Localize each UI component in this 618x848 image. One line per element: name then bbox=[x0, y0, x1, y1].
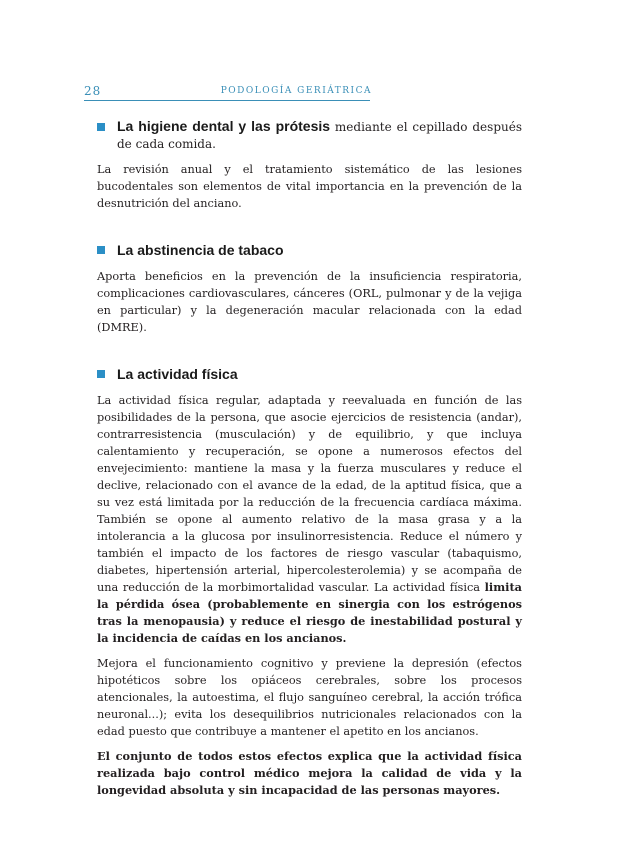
square-bullet-icon bbox=[97, 123, 105, 131]
dental-hygiene-text bbox=[117, 118, 522, 153]
activity-p1-regular: La actividad física regular, adaptada y reevaluada en función de las posibilidades de la persona, que asocie ejercicios de resistencia (andar), contrarresistencia (musculación) y de equilibrio, y que incluya calentamiento y recuperación, se opone a numerosos efectos del envejecimiento: mantiene la masa y la fuerza musculares y reduce el declive, relacionado con el avance de la edad, de la aptitud física, que a su vez está limitada por la reducción de la frecuencia cardíaca máxima. También se opone al aumento relativo de la masa grasa y a la intolerancia a la glucosa por insulinorresistencia. Reduce el número y también el impacto de los factores de riesgo vascular (tabaquismo, diabetes, hipertensión arterial, hipercolesterolemia) y se acompaña de una reducción de la morbimortalidad vascular. La actividad física bbox=[97, 394, 522, 594]
square-bullet-icon bbox=[97, 246, 105, 254]
running-head: PODOLOGÍA GERIÁTRICA bbox=[220, 86, 372, 96]
dental-hygiene-title: La higiene dental y las prótesis bbox=[117, 118, 331, 134]
page-number: 28 bbox=[84, 84, 102, 98]
tobacco-heading bbox=[97, 242, 522, 258]
activity-paragraph-1 bbox=[97, 392, 522, 647]
activity-paragraph-3: El conjunto de todos estos efectos explica que la actividad física realizada bajo control médico mejora la calidad de vida y la longevidad absoluta y sin incapacidad de las personas mayores. bbox=[97, 749, 522, 797]
header-rule bbox=[84, 100, 370, 101]
tobacco-title: La abstinencia de tabaco bbox=[117, 242, 284, 258]
dental-review-paragraph: La revisión anual y el tratamiento sistemático de las lesiones bucodentales son elementos de vital importancia en la prevención de la desnutrición del anciano. bbox=[97, 163, 522, 210]
dental-hygiene-rest: mediante el cepillado después de cada comida. bbox=[117, 120, 522, 151]
page-content bbox=[97, 118, 522, 799]
square-bullet-icon bbox=[97, 370, 105, 378]
activity-title: La actividad física bbox=[117, 366, 238, 382]
tobacco-paragraph: Aporta beneficios en la prevención de la insuficiencia respiratoria, complicaciones cardiovasculares, cánceres (ORL, pulmonar y de la vejiga en particular) y la degeneración macular relacionada con la edad (DMRE). bbox=[97, 270, 522, 334]
activity-paragraph-2: Mejora el funcionamiento cognitivo y previene la depresión (efectos hipotéticos sobre los opiáceos cerebrales, sobre los procesos atencionales, la autoestima, el flujo sanguíneo cerebral, la acción trófica neuronal...); evita los desequilibrios nutricionales relacionados con la edad puesto que contribuye a mantener el apetito en los ancianos. bbox=[97, 657, 522, 738]
activity-p1-bold: limita la pérdida ósea (probablemente en sinergia con los estrógenos tras la menopausia) y reduce el riesgo de inestabilidad postural y la incidencia de caídas en los ancianos. bbox=[97, 580, 522, 645]
dental-hygiene-item bbox=[97, 118, 522, 153]
activity-heading bbox=[97, 366, 522, 382]
